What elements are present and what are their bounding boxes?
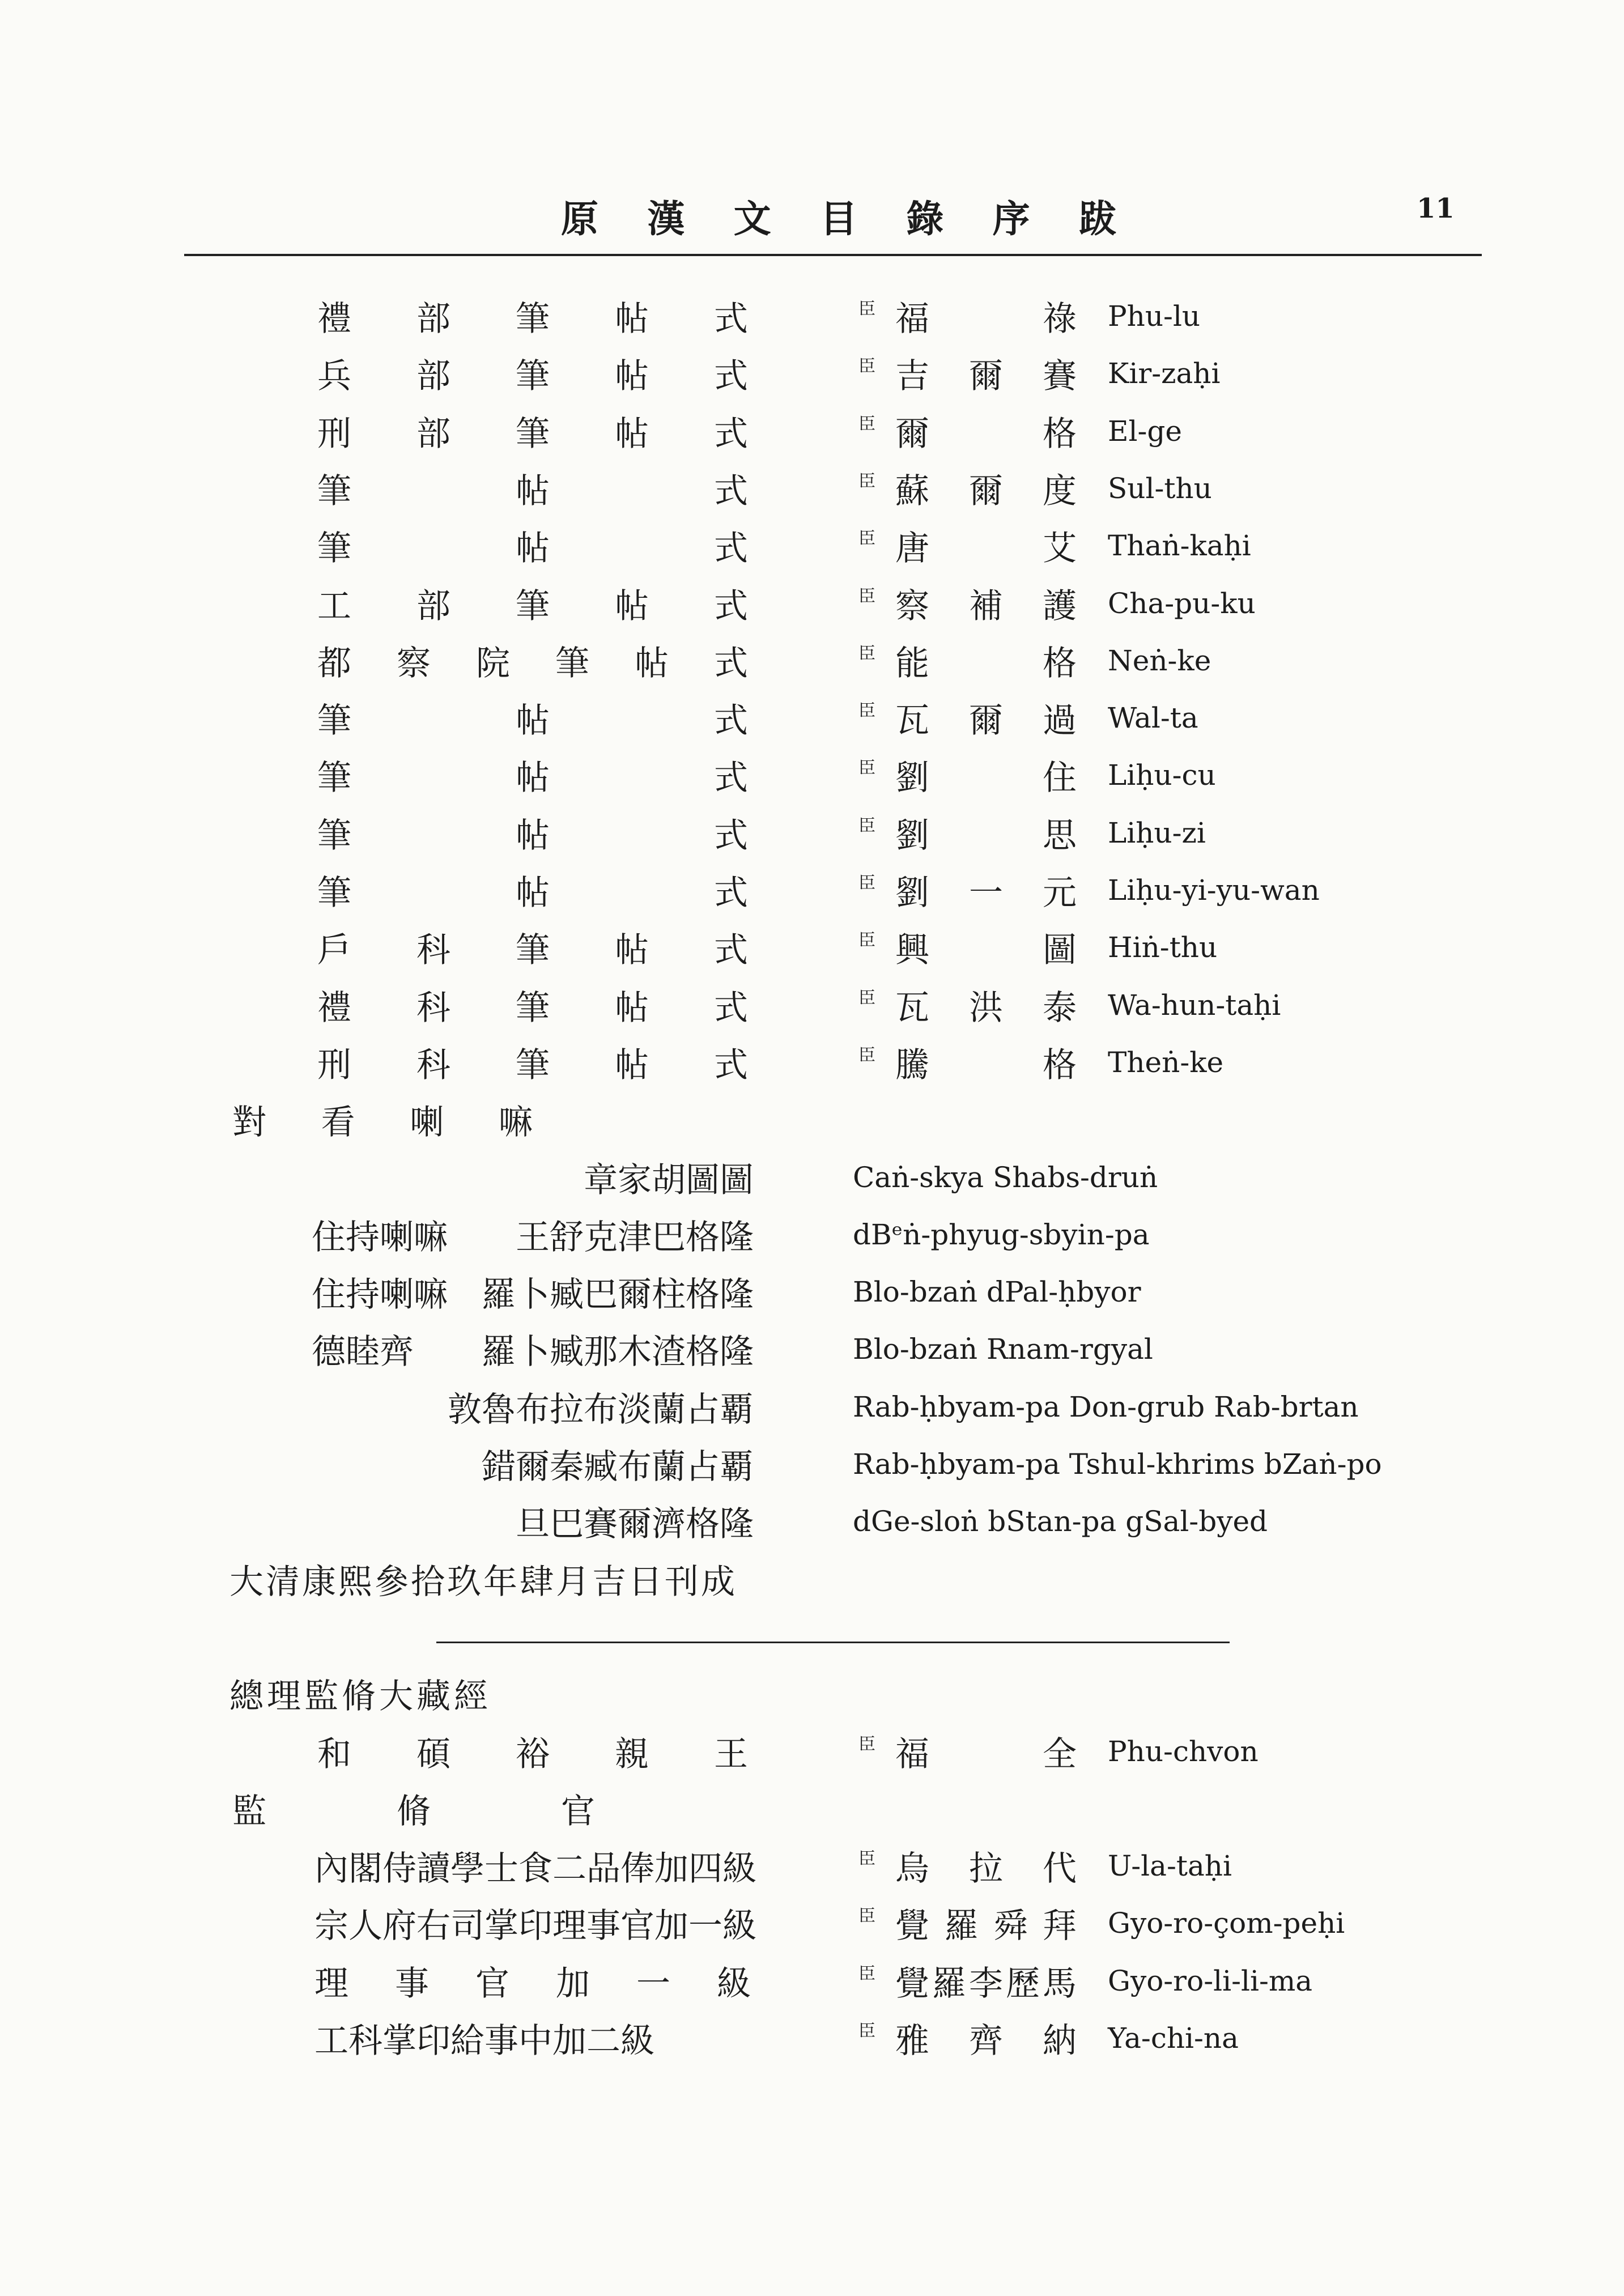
transliteration: Gyo-ro-çom-peḥi	[1108, 1907, 1345, 1940]
transliteration: Phu-lu	[1108, 300, 1201, 333]
name-char: 度	[1043, 471, 1077, 511]
transliteration: Kir-zaḥi	[1108, 357, 1221, 390]
office-char: 部	[416, 586, 450, 626]
name-char: 爾	[969, 356, 1003, 396]
transliteration: Caṅ-skya Shabs-druṅ	[853, 1161, 1158, 1194]
lama-title: 德睦齊	[312, 1332, 414, 1372]
office-title	[317, 750, 748, 801]
header-title-char: 錄	[906, 196, 944, 241]
personal-name	[895, 865, 1077, 916]
office-char: 帖	[615, 930, 649, 970]
office-char: 禮	[317, 988, 351, 1028]
subject-mark: 臣	[858, 1964, 875, 1984]
office-char: 帖	[516, 758, 550, 798]
office-char: 帖	[635, 644, 669, 683]
office-char: 筆	[317, 816, 351, 856]
header-title-char: 序	[992, 196, 1030, 241]
name-char: 賽	[1043, 356, 1077, 396]
office-char: 筆	[516, 299, 550, 339]
personal-name	[895, 980, 1077, 1031]
subject-mark: 臣	[858, 414, 875, 434]
lama-name: 羅卜臧巴爾柱格隆	[482, 1275, 754, 1315]
lama-row	[0, 1324, 1624, 1375]
name-char: 拜	[1042, 1906, 1077, 1946]
name-char: 洪	[969, 988, 1003, 1028]
subject-mark: 臣	[858, 2021, 875, 2041]
office-char: 帖	[615, 988, 649, 1028]
transliteration: Gyo-ro-li-li-ma	[1108, 1965, 1313, 1997]
office-title	[317, 520, 748, 571]
name-char: 劉	[895, 758, 929, 798]
name-char: 格	[1043, 414, 1077, 454]
officials-heading-row	[0, 1783, 1624, 1834]
name-char: 能	[895, 644, 929, 683]
transliteration: U-la-taḥi	[1108, 1849, 1232, 1882]
office-char: 式	[714, 701, 748, 741]
office-char: 部	[416, 414, 450, 454]
office-title	[317, 1037, 748, 1088]
office-title	[317, 463, 748, 514]
header-title-char: 目	[819, 196, 857, 241]
office-title	[317, 980, 748, 1031]
name-char: 全	[1043, 1734, 1077, 1774]
title-char: 事	[395, 1964, 429, 2004]
office-char: 刑	[317, 414, 351, 454]
transliteration: Hiṅ-thu	[1108, 931, 1218, 964]
office-char: 式	[714, 299, 748, 339]
name-char: 拉	[969, 1849, 1003, 1889]
lama-row	[0, 1209, 1624, 1260]
name-char: 吉	[895, 356, 929, 396]
official-title: 宗人府右司掌印理事官加一級	[314, 1906, 756, 1946]
transliteration: El-ge	[1108, 415, 1182, 448]
name-char: 福	[895, 299, 929, 339]
subject-mark: 臣	[858, 644, 875, 664]
office-char: 筆	[516, 414, 550, 454]
name-char: 住	[1043, 758, 1077, 798]
name-char: 補	[969, 586, 1003, 626]
official-row	[0, 1898, 1624, 1949]
lama-row	[0, 1266, 1624, 1317]
office-char: 式	[714, 586, 748, 626]
title-char: 加	[556, 1964, 590, 2004]
office-title	[317, 807, 748, 858]
lama-name: 章家胡圖圖	[584, 1160, 754, 1200]
lama-name: 羅卜臧那木渣格隆	[482, 1332, 754, 1372]
lama-name: 敦魯布拉布淡蘭占覇	[448, 1390, 754, 1430]
title-char: 理	[314, 1964, 348, 2004]
name-char: 舜	[993, 1906, 1028, 1946]
transliteration: Cha-pu-ku	[1108, 587, 1256, 620]
personal-name	[895, 692, 1077, 743]
office-char: 式	[714, 930, 748, 970]
name-char: 爾	[969, 471, 1003, 511]
office-char: 帖	[516, 471, 550, 511]
office-char: 筆	[516, 586, 550, 626]
subject-mark: 臣	[858, 586, 875, 606]
office-char: 帖	[615, 1045, 649, 1085]
transliteration: Liḥu-yi-yu-wan	[1108, 874, 1320, 907]
lama-row	[0, 1381, 1624, 1432]
subject-mark: 臣	[858, 529, 875, 549]
office-char: 刑	[317, 1045, 351, 1085]
name-char: 蘇	[895, 471, 929, 511]
title-char: 和	[317, 1734, 351, 1774]
office-title	[317, 348, 748, 399]
heading-char: 喇	[410, 1103, 444, 1142]
title-char: 碩	[416, 1734, 450, 1774]
header-title	[561, 181, 1116, 249]
personal-name	[895, 635, 1077, 686]
colophon-row	[0, 1554, 1624, 1605]
lama-name: 錯爾秦臧布蘭占覇	[482, 1447, 754, 1487]
office-title	[317, 578, 748, 629]
office-char: 兵	[317, 356, 351, 396]
personal-name	[895, 807, 1077, 858]
heading-char: 脩	[397, 1792, 431, 1831]
title-char: 裕	[516, 1734, 550, 1774]
prince-title	[317, 1726, 748, 1777]
office-char: 筆	[555, 644, 589, 683]
official-title	[314, 1955, 751, 2006]
name-char: 劉	[895, 816, 929, 856]
transliteration: Wa-hun-taḥi	[1108, 989, 1281, 1022]
office-char: 帖	[516, 873, 550, 913]
entry-row	[0, 980, 1624, 1031]
transliteration: Liḥu-zi	[1108, 817, 1206, 849]
colophon: 大清康熙參拾玖年肆月吉日刊成	[229, 1562, 737, 1602]
heading-char: 嘛	[498, 1103, 533, 1142]
name-char: 護	[1043, 586, 1077, 626]
office-title	[317, 406, 748, 457]
office-char: 式	[714, 529, 748, 568]
personal-name	[895, 348, 1077, 399]
entry-row	[0, 463, 1624, 514]
name-char: 祿	[1043, 299, 1077, 339]
office-char: 戶	[317, 930, 351, 970]
office-char: 院	[476, 644, 510, 683]
supervisor-heading-row	[0, 1668, 1624, 1719]
title-char: 一	[636, 1964, 670, 2004]
subject-mark: 臣	[858, 1045, 875, 1065]
personal-name	[895, 750, 1077, 801]
name-char: 格	[1043, 1045, 1077, 1085]
name-char: 唐	[895, 529, 929, 568]
personal-name	[895, 922, 1077, 973]
personal-name	[895, 1898, 1077, 1949]
lama-heading-text	[232, 1094, 533, 1145]
office-char: 科	[416, 988, 450, 1028]
official-title: 內閣侍讀學士食二品俸加四級	[314, 1849, 756, 1889]
office-char: 禮	[317, 299, 351, 339]
name-char: 覺	[895, 1906, 929, 1946]
entry-row	[0, 291, 1624, 342]
personal-name	[895, 1037, 1077, 1088]
office-char: 式	[714, 356, 748, 396]
name-char: 歷	[1006, 1964, 1040, 2004]
official-row	[0, 1955, 1624, 2006]
office-char: 筆	[516, 1045, 550, 1085]
name-char: 納	[1043, 2021, 1077, 2061]
office-char: 工	[317, 586, 351, 626]
lama-row	[0, 1439, 1624, 1490]
entry-row	[0, 807, 1624, 858]
transliteration: Ya-chi-na	[1108, 2022, 1239, 2055]
subject-mark: 臣	[858, 356, 875, 376]
name-char: 艾	[1043, 529, 1077, 568]
subject-mark: 臣	[858, 873, 875, 893]
personal-name	[895, 1955, 1077, 2006]
office-char: 帖	[516, 816, 550, 856]
subject-mark: 臣	[858, 471, 875, 491]
lama-title: 住持喇嘛	[312, 1275, 448, 1315]
office-char: 筆	[516, 930, 550, 970]
entry-row	[0, 635, 1624, 686]
official-row	[0, 2013, 1624, 2064]
office-title	[317, 692, 748, 743]
heading-char: 對	[232, 1103, 266, 1142]
prince-row	[0, 1726, 1624, 1777]
personal-name	[895, 1840, 1077, 1891]
subject-mark: 臣	[858, 299, 875, 319]
supervisor-heading: 總理監脩大藏經	[229, 1677, 491, 1716]
name-char: 察	[895, 586, 929, 626]
transliteration: Rab-ḥbyam-pa Tshul-khrims bZaṅ-po	[853, 1448, 1382, 1481]
heading-char: 看	[321, 1103, 355, 1142]
office-title	[317, 635, 748, 686]
office-char: 帖	[516, 529, 550, 568]
subject-mark: 臣	[858, 1906, 875, 1926]
entry-row	[0, 865, 1624, 916]
office-char: 式	[714, 1045, 748, 1085]
name-char: 元	[1043, 873, 1077, 913]
transliteration: Phu-chvon	[1108, 1735, 1259, 1768]
name-char: 思	[1043, 816, 1077, 856]
office-char: 式	[714, 414, 748, 454]
office-char: 筆	[317, 701, 351, 741]
transliteration: Liḥu-cu	[1108, 759, 1216, 792]
title-char: 級	[717, 1964, 751, 2004]
office-char: 筆	[317, 471, 351, 511]
heading-char: 官	[561, 1792, 595, 1831]
page-number: 11	[1417, 193, 1455, 224]
office-title	[317, 291, 748, 342]
entry-row	[0, 578, 1624, 629]
transliteration: dBᵉṅ-phyug-sbyin-pa	[853, 1218, 1150, 1251]
lama-row	[0, 1496, 1624, 1547]
title-char: 官	[475, 1964, 509, 2004]
office-char: 帖	[516, 701, 550, 741]
heading-char: 監	[232, 1792, 266, 1831]
official-title: 工科掌印給事中加二級	[314, 2021, 654, 2061]
office-char: 式	[714, 873, 748, 913]
name-char: 泰	[1043, 988, 1077, 1028]
name-char: 爾	[969, 701, 1003, 741]
office-char: 筆	[516, 356, 550, 396]
entry-row	[0, 692, 1624, 743]
lama-row	[0, 1152, 1624, 1203]
subject-mark: 臣	[858, 1849, 875, 1869]
office-char: 帖	[615, 356, 649, 396]
lama-name: 旦巴賽爾濟格隆	[516, 1504, 754, 1544]
entry-row	[0, 520, 1624, 571]
office-char: 察	[397, 644, 431, 683]
transliteration: Theṅ-ke	[1108, 1046, 1224, 1079]
personal-name	[895, 406, 1077, 457]
office-char: 筆	[317, 873, 351, 913]
lama-title: 住持喇嘛	[312, 1218, 448, 1257]
office-char: 都	[317, 644, 351, 683]
office-char: 科	[416, 1045, 450, 1085]
name-char: 一	[969, 873, 1003, 913]
office-char: 式	[714, 758, 748, 798]
office-char: 科	[416, 930, 450, 970]
personal-name	[895, 463, 1077, 514]
transliteration: Thaṅ-kaḥi	[1108, 529, 1251, 562]
entry-row	[0, 406, 1624, 457]
office-char: 帖	[615, 414, 649, 454]
office-char: 式	[714, 644, 748, 683]
header-title-char: 文	[733, 196, 771, 241]
office-char: 式	[714, 471, 748, 511]
lama-name: 王舒克津巴格隆	[516, 1218, 754, 1257]
transliteration: Blo-bzaṅ Rnam-rgyal	[853, 1333, 1153, 1366]
name-char: 格	[1043, 644, 1077, 683]
office-char: 筆	[317, 529, 351, 568]
entry-row	[0, 750, 1624, 801]
name-char: 騰	[895, 1045, 929, 1085]
name-char: 烏	[895, 1849, 929, 1889]
name-char: 馬	[1043, 1964, 1077, 2004]
name-char: 圖	[1043, 930, 1077, 970]
office-char: 筆	[317, 758, 351, 798]
subject-mark: 臣	[858, 701, 875, 721]
header-title-char: 原	[561, 196, 598, 241]
personal-name	[895, 291, 1077, 342]
subject-mark: 臣	[858, 758, 875, 778]
name-char: 羅	[932, 1964, 966, 2004]
subject-mark: 臣	[858, 930, 875, 950]
title-char: 王	[714, 1734, 748, 1774]
officials-heading	[232, 1783, 595, 1834]
name-char: 過	[1043, 701, 1077, 741]
header-title-char: 跋	[1078, 196, 1116, 241]
section-divider	[436, 1642, 1230, 1643]
personal-name	[895, 2013, 1077, 2064]
name-char: 興	[895, 930, 929, 970]
office-char: 式	[714, 988, 748, 1028]
name-char: 李	[969, 1964, 1003, 2004]
transliteration: Wal-ta	[1108, 701, 1198, 734]
name-char: 羅	[944, 1906, 979, 1946]
transliteration: dGe-sloṅ bStan-pa gSal-byed	[853, 1505, 1268, 1538]
office-char: 部	[416, 356, 450, 396]
subject-mark: 臣	[858, 1734, 875, 1754]
personal-name	[895, 578, 1077, 629]
entry-row	[0, 1037, 1624, 1088]
office-title	[317, 865, 748, 916]
name-char: 雅	[895, 2021, 929, 2061]
name-char: 覺	[895, 1964, 929, 2004]
name-char: 齊	[969, 2021, 1003, 2061]
header-rule	[184, 254, 1482, 256]
office-char: 部	[416, 299, 450, 339]
office-char: 筆	[516, 988, 550, 1028]
transliteration: Rab-ḥbyam-pa Don-grub Rab-brtan	[853, 1391, 1359, 1423]
office-title	[317, 922, 748, 973]
personal-name	[895, 1726, 1077, 1777]
transliteration: Sul-thu	[1108, 472, 1212, 505]
official-row	[0, 1840, 1624, 1891]
name-char: 劉	[895, 873, 929, 913]
transliteration: Blo-bzaṅ dPal-ḥbyor	[853, 1275, 1141, 1308]
lama-heading	[0, 1094, 1624, 1145]
office-char: 式	[714, 816, 748, 856]
name-char: 瓦	[895, 988, 929, 1028]
entry-row	[0, 348, 1624, 399]
header-title-char: 漢	[647, 196, 685, 241]
subject-mark: 臣	[858, 988, 875, 1008]
name-char: 瓦	[895, 701, 929, 741]
name-char: 爾	[895, 414, 929, 454]
subject-mark: 臣	[858, 816, 875, 836]
title-char: 親	[615, 1734, 649, 1774]
personal-name	[895, 520, 1077, 571]
name-char: 代	[1043, 1849, 1077, 1889]
office-char: 帖	[615, 586, 649, 626]
transliteration: Neṅ-ke	[1108, 644, 1211, 677]
office-char: 帖	[615, 299, 649, 339]
entry-row	[0, 922, 1624, 973]
name-char: 福	[895, 1734, 929, 1774]
